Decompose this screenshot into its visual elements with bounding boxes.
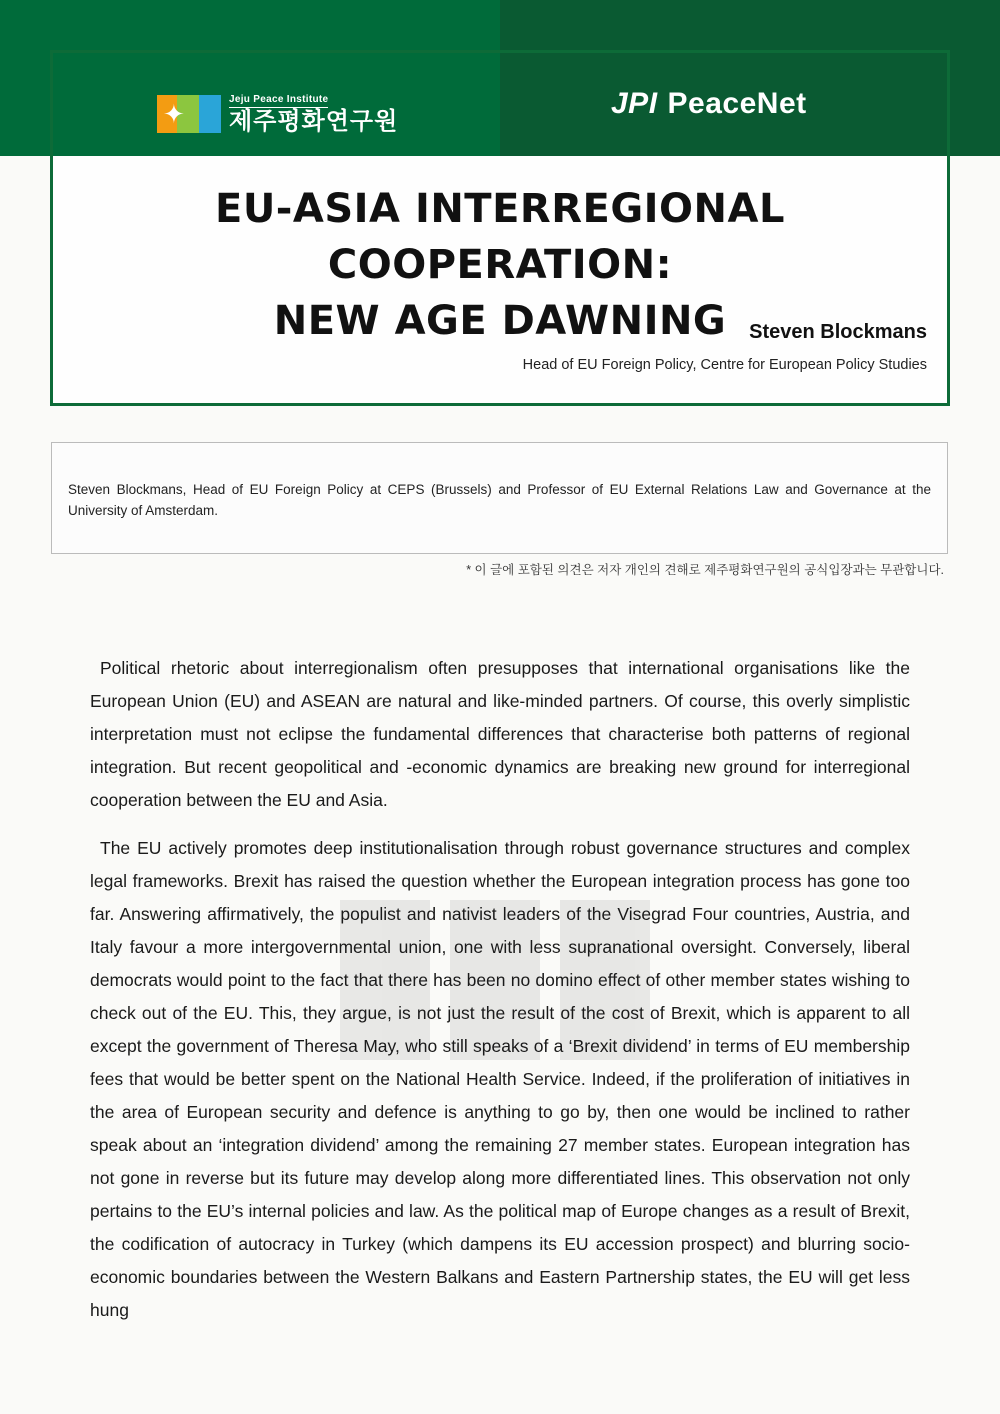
series-name: PeaceNet — [667, 87, 807, 120]
header-frame — [50, 50, 950, 406]
body-paragraph-2: The EU actively promotes deep institutionalisation through robust governance structures and complex legal frameworks. Brexit has raised the question whether the European integration process has gone too far. Answering affirmatively, the populist and nativist leaders of the Visegrad Four countries, Austria, and Italy favour a more intergovernmental union, one with less supranational oversight. Conversely, liberal democrats would point to the fact that there has been no domino effect of other member states wishing to check out of the EU. This, they argue, is not just the result of the cost of Brexit, which is apparent to all except the government of Theresa May, who still speaks of a ‘Brexit dividend’ in terms of EU membership fees that would be better spent on the National Health Service. Indeed, if the proliferation of initiatives in the area of European security and defence is anything to go by, then one would be inclined to rather speak about an ‘integration dividend’ among the remaining 27 member states. European integration has not gone in reverse but its future may develop along more differentiated lines. This observation not only pertains to the EU’s internal policies and law. As the political map of Europe changes as a result of Brexit, the codification of autocracy in Turkey (which dampens its EU accession prospect) and blurring socio-economic boundaries between the Western Balkans and Eastern Partnership states, the EU will get less hung — [90, 838, 910, 1320]
author-name: Steven Blockmans — [749, 321, 927, 343]
title-line-2: NEW AGE DAWNING — [273, 298, 727, 344]
org-name-en: Jeju Peace Institute — [229, 94, 328, 108]
author-bio-text: Steven Blockmans, Head of EU Foreign Policy at CEPS (Brussels) and Professor of EU External Relations Law and Governance at the University of Amsterdam. — [68, 482, 931, 518]
org-name-kr: 제주평화연구원 — [229, 108, 399, 135]
series-prefix: JPI — [611, 87, 658, 120]
body-paragraph-1: Political rhetoric about interregionalism often presupposes that international organisations like the European Union (EU) and ASEAN are natural and like-minded partners. Of course, this overly simplistic interpretation must not eclipse the fundamental differences that characterise both patterns of regional integration. But recent geopolitical and -economic dynamics are breaking new ground for interregional cooperation between the EU and Asia. — [90, 658, 910, 810]
peacenet-logo — [611, 87, 807, 121]
author-affiliation: Head of EU Foreign Policy, Centre for European Policy Studies — [522, 357, 927, 373]
article-body — [90, 652, 910, 1342]
title-line-1: EU-ASIA INTERREGIONAL COOPERATION: — [215, 186, 785, 288]
author-bio-box — [51, 442, 948, 554]
jeju-peace-institute-logo — [157, 89, 398, 136]
disclaimer-note: * 이 글에 포함된 의견은 저자 개인의 견해로 제주평화연구원의 공식입장과는 무관합니다. — [466, 563, 944, 577]
dove-logo-icon: ✦ — [157, 93, 221, 133]
